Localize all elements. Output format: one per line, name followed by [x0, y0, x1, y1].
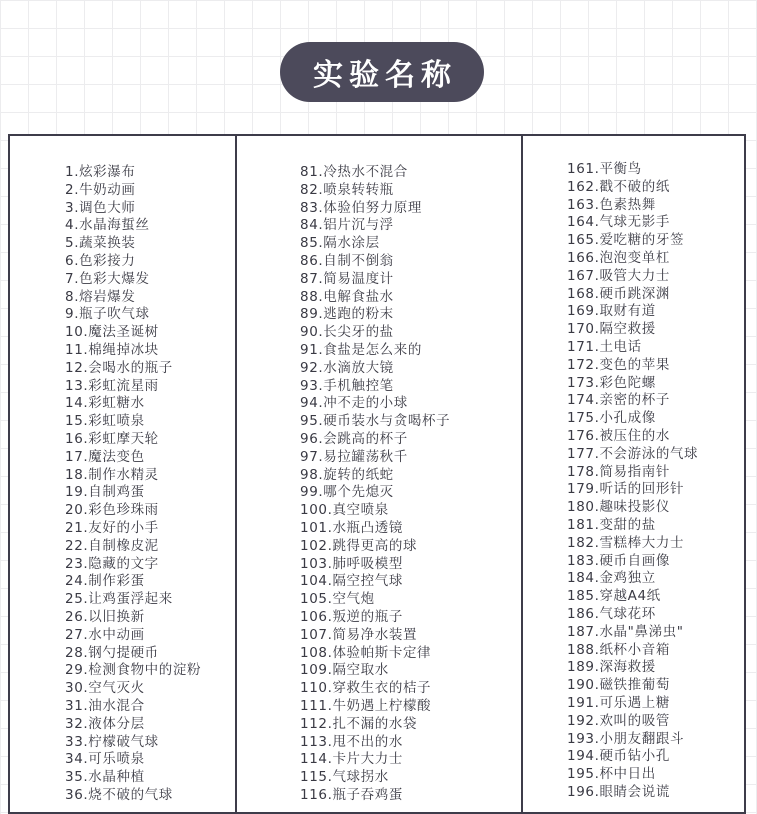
experiment-item: 5.蔬菜换装 [65, 235, 136, 252]
experiment-column-2 [237, 136, 523, 812]
experiment-item: 18.制作水精灵 [65, 466, 159, 483]
experiment-item: 192.欢叫的吸管 [567, 712, 670, 729]
experiment-table [8, 134, 746, 814]
experiment-list [300, 164, 450, 805]
experiment-item: 3.调色大师 [65, 199, 136, 216]
experiment-item: 35.水晶种植 [65, 769, 145, 786]
experiment-item: 178.简易指南针 [567, 463, 670, 480]
experiment-item: 188.纸杯小音箱 [567, 641, 670, 658]
experiment-item: 112.扎不漏的水袋 [300, 715, 418, 732]
page-title: 实验名称 [313, 58, 457, 93]
experiment-item: 169.取财有道 [567, 303, 656, 320]
experiment-item: 4.水晶海蜇丝 [65, 217, 150, 234]
experiment-item: 193.小朋友翻跟斗 [567, 730, 685, 747]
experiment-item: 29.检测食物中的淀粉 [65, 662, 202, 679]
experiment-item: 33.柠檬破气球 [65, 733, 159, 750]
experiment-item: 24.制作彩蛋 [65, 573, 145, 590]
experiment-item: 186.气球花环 [567, 605, 656, 622]
experiment-item: 165.爱吃糖的牙签 [567, 232, 685, 249]
experiment-item: 190.磁铁推葡萄 [567, 677, 670, 694]
experiment-item: 175.小孔成像 [567, 410, 656, 427]
experiment-item: 195.杯中日出 [567, 766, 656, 783]
title-banner [280, 42, 484, 102]
experiment-item: 84.铝片沉与浮 [300, 217, 394, 234]
experiment-item: 185.穿越A4纸 [567, 588, 661, 605]
experiment-item: 166.泡泡变单杠 [567, 249, 670, 266]
experiment-item: 36.烧不破的气球 [65, 786, 173, 803]
experiment-item: 179.听话的回形针 [567, 481, 685, 498]
experiment-item: 22.自制橡皮泥 [65, 537, 159, 554]
experiment-item: 194.硬币钻小孔 [567, 748, 670, 765]
experiment-item: 174.亲密的杯子 [567, 392, 670, 409]
experiment-item: 163.色素热舞 [567, 196, 656, 213]
experiment-item: 177.不会游泳的气球 [567, 445, 699, 462]
experiment-item: 172.变色的苹果 [567, 356, 670, 373]
experiment-item: 34.可乐喷泉 [65, 751, 145, 768]
experiment-list [567, 161, 698, 802]
experiment-item: 13.彩虹流星雨 [65, 377, 159, 394]
experiment-item: 31.油水混合 [65, 697, 145, 714]
experiment-item: 98.旋转的纸蛇 [300, 466, 394, 483]
experiment-item: 19.自制鸡蛋 [65, 484, 145, 501]
experiment-item: 184.金鸡独立 [567, 570, 656, 587]
experiment-item: 102.跳得更高的球 [300, 537, 418, 554]
experiment-item: 10.魔法圣诞树 [65, 324, 159, 341]
experiment-item: 26.以旧换新 [65, 608, 145, 625]
experiment-item: 25.让鸡蛋浮起来 [65, 591, 173, 608]
experiment-item: 86.自制不倒翁 [300, 252, 394, 269]
experiment-item: 15.彩虹喷泉 [65, 413, 145, 430]
experiment-item: 111.牛奶遇上柠檬酸 [300, 697, 432, 714]
experiment-item: 110.穿救生衣的桔子 [300, 680, 432, 697]
experiment-item: 32.液体分层 [65, 715, 145, 732]
experiment-item: 21.友好的小手 [65, 519, 159, 536]
experiment-item: 162.戳不破的纸 [567, 178, 670, 195]
experiment-item: 92.水滴放大镜 [300, 359, 394, 376]
experiment-list [65, 164, 201, 805]
experiment-item: 107.简易净水装置 [300, 626, 418, 643]
experiment-item: 90.长尖牙的盐 [300, 324, 394, 341]
experiment-item: 2.牛奶动画 [65, 181, 136, 198]
experiment-item: 176.被压住的水 [567, 427, 670, 444]
experiment-item: 16.彩虹摩天轮 [65, 430, 159, 447]
experiment-item: 182.雪糕棒大力士 [567, 534, 685, 551]
experiment-item: 181.变甜的盐 [567, 516, 656, 533]
experiment-item: 1.炫彩瀑布 [65, 164, 136, 180]
experiment-item: 82.喷泉转转瓶 [300, 181, 394, 198]
experiment-item: 81.冷热水不混合 [300, 164, 408, 180]
experiment-item: 11.棉绳掉冰块 [65, 341, 159, 358]
experiment-item: 164.气球无影手 [567, 214, 670, 231]
experiment-item: 189.深海救援 [567, 659, 656, 676]
experiment-item: 85.隔水涂层 [300, 235, 380, 252]
experiment-item: 103.肺呼吸模型 [300, 555, 403, 572]
experiment-item: 183.硬币自画像 [567, 552, 670, 569]
experiment-item: 167.吸管大力士 [567, 267, 670, 284]
experiment-item: 96.会跳高的杯子 [300, 430, 408, 447]
experiment-item: 171.土电话 [567, 338, 642, 355]
experiment-item: 89.逃跑的粉末 [300, 306, 394, 323]
experiment-item: 170.隔空救援 [567, 321, 656, 338]
experiment-item: 30.空气灭火 [65, 680, 145, 697]
experiment-item: 113.甩不出的水 [300, 733, 403, 750]
experiment-item: 88.电解食盐水 [300, 288, 394, 305]
experiment-item: 191.可乐遇上糖 [567, 694, 670, 711]
experiment-item: 12.会喝水的瓶子 [65, 359, 173, 376]
experiment-item: 104.隔空控气球 [300, 573, 403, 590]
experiment-item: 93.手机触控笔 [300, 377, 394, 394]
experiment-item: 106.叛逆的瓶子 [300, 608, 403, 625]
experiment-item: 95.硬币装水与贪喝杯子 [300, 413, 451, 430]
experiment-item: 180.趣味投影仪 [567, 499, 670, 516]
experiment-item: 173.彩色陀螺 [567, 374, 656, 391]
experiment-item: 187.水晶"鼻涕虫" [567, 623, 684, 640]
experiment-item: 83.体验伯努力原理 [300, 199, 422, 216]
experiment-item: 168.硬币跳深渊 [567, 285, 670, 302]
experiment-item: 91.食盐是怎么来的 [300, 341, 422, 358]
experiment-column-3 [523, 136, 746, 812]
experiment-item: 8.熔岩爆发 [65, 288, 136, 305]
experiment-item: 99.哪个先熄灭 [300, 484, 394, 501]
experiment-item: 115.气球拐水 [300, 769, 389, 786]
experiment-item: 9.瓶子吹气球 [65, 306, 150, 323]
experiment-item: 87.简易温度计 [300, 270, 394, 287]
experiment-item: 114.卡片大力士 [300, 751, 403, 768]
experiment-item: 94.冲不走的小球 [300, 395, 408, 412]
experiment-item: 108.体验帕斯卡定律 [300, 644, 432, 661]
experiment-item: 109.隔空取水 [300, 662, 389, 679]
experiment-item: 27.水中动画 [65, 626, 145, 643]
experiment-item: 97.易拉罐荡秋千 [300, 448, 408, 465]
experiment-item: 101.水瓶凸透镜 [300, 519, 403, 536]
experiment-item: 100.真空喷泉 [300, 502, 389, 519]
experiment-item: 116.瓶子吞鸡蛋 [300, 786, 403, 803]
experiment-item: 105.空气炮 [300, 591, 375, 608]
experiment-item: 17.魔法变色 [65, 448, 145, 465]
experiment-item: 20.彩色珍珠雨 [65, 502, 159, 519]
experiment-column-1 [10, 136, 237, 812]
experiment-item: 6.色彩接力 [65, 252, 136, 269]
experiment-item: 161.平衡鸟 [567, 161, 642, 177]
experiment-item: 14.彩虹糖水 [65, 395, 145, 412]
experiment-item: 7.色彩大爆发 [65, 270, 150, 287]
experiment-item: 196.眼睛会说谎 [567, 783, 670, 800]
experiment-item: 23.隐藏的文字 [65, 555, 159, 572]
experiment-item: 28.钢勺提硬币 [65, 644, 159, 661]
